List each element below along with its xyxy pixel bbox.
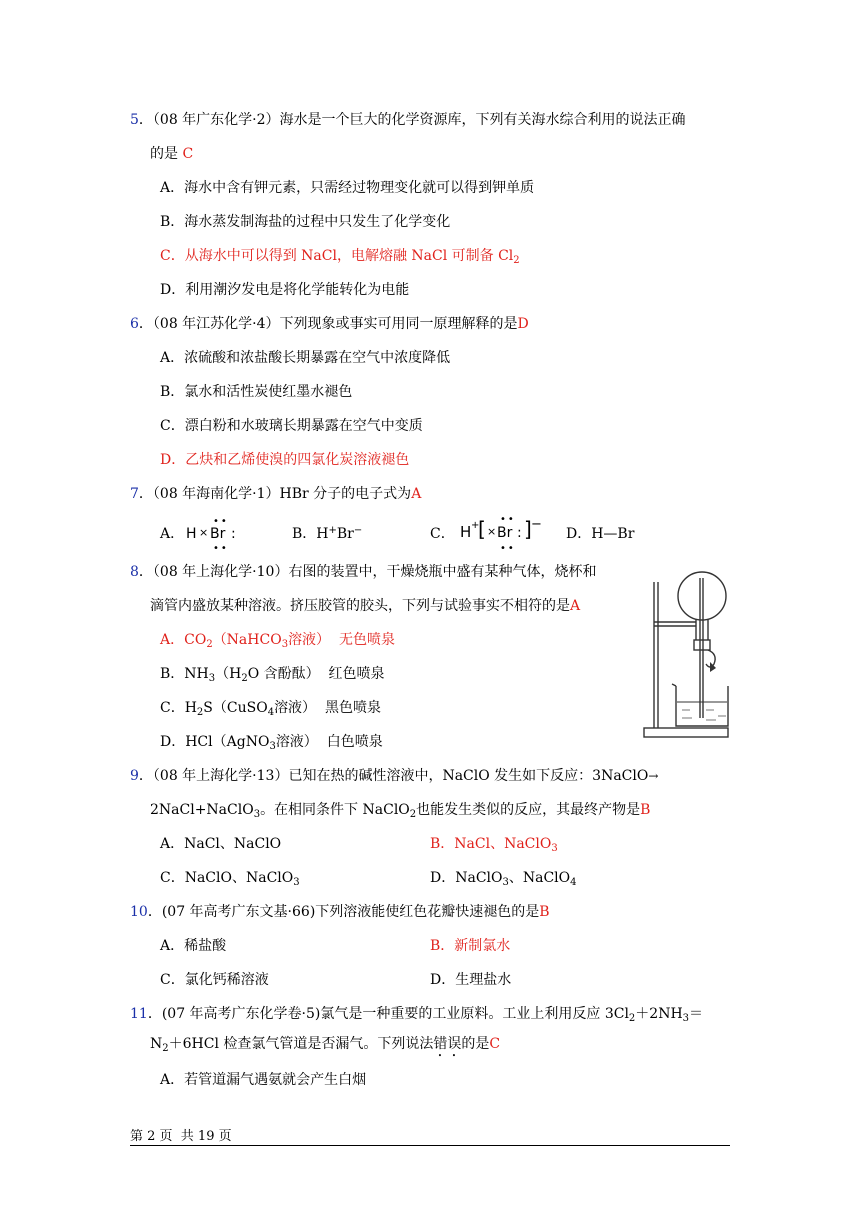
q5-stem-line1	[130, 110, 686, 130]
option-text: 溶液） 白色喷泉	[275, 734, 383, 750]
option-text: C．H	[160, 700, 197, 716]
q7-option-a-label: A．	[160, 526, 185, 542]
subscript: 3	[682, 1013, 690, 1024]
question-stem: ．（08 年海南化学·1）HBr 分子的电子式为	[138, 486, 412, 502]
question-stem: ＋6HCl 检查氯气管道是否漏气。下列说法	[168, 1036, 434, 1052]
q5-option-b	[160, 212, 450, 232]
question-stem: ．（08 年广东化学·2）海水是一个巨大的化学资源库，下列有关海水综合利用的说法正确	[138, 112, 686, 128]
q9-option-a	[160, 834, 281, 854]
answer-label: A	[411, 486, 422, 502]
option-text: D．利用潮汐发电是将化学能转化为电能	[160, 282, 410, 298]
right-bracket: ]	[524, 517, 532, 541]
option-text: A．浓硫酸和浓盐酸长期暴露在空气中浓度降低	[160, 350, 451, 366]
superscript: +	[328, 525, 337, 536]
superscript: −	[353, 525, 363, 536]
option-text: B．海水蒸发制海盐的过程中只发生了化学变化	[160, 214, 451, 230]
stopper	[694, 640, 710, 650]
question-stem: 的是	[461, 1036, 490, 1052]
q10-option-a	[160, 936, 226, 956]
answer-label: C	[182, 146, 194, 162]
question-number: 5	[130, 112, 139, 128]
q10-option-c	[160, 970, 269, 990]
question-number: 9	[130, 768, 139, 784]
electron-pair-right: :	[517, 525, 522, 541]
subscript: 4	[570, 877, 577, 888]
question-stem: 滴管内盛放某种溶液。挤压胶管的胶头，下列与试验事实不相符的是	[150, 598, 570, 614]
q10-option-b	[430, 936, 510, 956]
q8-option-b	[160, 664, 385, 684]
option-text: A．若管道漏气遇氨就会产生白烟	[160, 1072, 367, 1088]
subscript: 2	[628, 1013, 636, 1024]
option-text: （H	[215, 666, 242, 682]
question-stem: ＝	[689, 1006, 704, 1022]
q9-stem-line1	[130, 766, 658, 786]
charge-plus: +	[471, 520, 480, 531]
hydrogen-symbol: H	[460, 523, 472, 541]
option-text: A．海水中含有钾元素，只需经过物理变化就可以得到钾单质	[160, 180, 535, 196]
liquid-hatching	[682, 710, 726, 720]
q5-option-d	[160, 280, 409, 300]
option-text: C．NaClO、NaClO	[160, 870, 294, 886]
q10-stem	[130, 902, 550, 922]
option-text: C．氯化钙稀溶液	[160, 972, 269, 988]
question-stem: 。在相同条件下 NaClO	[260, 802, 410, 818]
option-text: D．生理盐水	[430, 972, 512, 988]
dropper-tip	[710, 662, 716, 672]
question-number: 6	[130, 316, 139, 332]
answer-label: B	[640, 802, 651, 818]
left-bracket: [	[478, 517, 486, 541]
page-footer: 第 2 页 共 19 页	[130, 1129, 232, 1144]
q6-option-d	[160, 450, 409, 470]
option-text: D．NaClO	[430, 870, 503, 886]
electron-pair-right: :	[231, 526, 236, 542]
option-text: B．H	[292, 526, 329, 542]
option-text: 、NaClO	[508, 870, 571, 886]
q7-stem	[130, 484, 421, 504]
question-stem: 2NaCl+NaClO	[150, 802, 254, 818]
q9-option-d	[430, 868, 577, 888]
option-text: B．新制氯水	[430, 938, 511, 954]
option-text: O 含酚酞） 红色喷泉	[247, 666, 385, 682]
question-number: 8	[130, 564, 139, 580]
bromine-symbol: Br	[497, 525, 513, 541]
option-text: A．NaCl、NaClO	[160, 836, 282, 852]
electron-cross: ×	[487, 525, 497, 538]
q7-option-d	[566, 524, 634, 544]
subscript: 2	[513, 255, 520, 266]
electron-pair-top: ••	[213, 516, 229, 527]
q6-option-c	[160, 416, 423, 436]
subscript: 3	[281, 639, 289, 650]
answer-label: C	[489, 1036, 501, 1052]
option-text: D．乙炔和乙烯使溴的四氯化炭溶液褪色	[160, 452, 410, 468]
round-bottom-flask	[678, 572, 726, 620]
option-text: Br	[336, 526, 354, 542]
electron-pair-bottom: ••	[213, 543, 229, 554]
answer-label: B	[539, 904, 550, 920]
q8-stem-line2	[150, 596, 580, 616]
beaker	[676, 686, 728, 726]
q8-stem-line1	[130, 562, 596, 582]
electron-pair-bottom: ••	[500, 543, 516, 554]
footer-rule	[130, 1145, 730, 1146]
subscript: 3	[293, 877, 300, 888]
q6-option-b	[160, 382, 352, 402]
q8-option-c	[160, 698, 381, 718]
option-text: A．稀盐酸	[160, 938, 227, 954]
q7-option-b	[292, 524, 362, 544]
fountain-apparatus-figure	[640, 568, 734, 744]
option-text: D．HCl（AgNO	[160, 734, 270, 750]
question-number: 10	[130, 904, 148, 920]
subscript: 3	[551, 843, 558, 854]
q9-stem-line2	[150, 800, 650, 820]
q6-stem	[130, 314, 529, 334]
option-text: S（CuSO	[203, 700, 268, 716]
q7-option-a-electron-formula	[186, 518, 246, 552]
question-stem: 的是	[150, 146, 178, 162]
q11-stem-line2	[150, 1034, 500, 1060]
charge-minus: −	[531, 517, 542, 532]
option-text: C．从海水中可以得到 NaCl，电解熔融 NaCl 可制备 Cl	[160, 248, 514, 264]
reaction-arrow: →	[648, 769, 659, 783]
question-stem: ＋2NH	[635, 1006, 683, 1022]
answer-label: A	[570, 598, 581, 614]
subscript: 2	[206, 639, 213, 650]
question-stem: ．（08 年江苏化学·4）下列现象或事实可用同一原理解释的是	[138, 316, 518, 332]
electron-cross: ×	[199, 526, 209, 539]
answer-label: D	[517, 316, 529, 332]
question-stem: ．(07 年高考广东文基·66)下列溶液能使红色花瓣快速褪色的是	[147, 904, 540, 920]
option-text: A．CO	[160, 632, 207, 648]
q8-option-d	[160, 732, 383, 752]
subscript: 2	[196, 707, 204, 718]
subscript: 4	[267, 707, 275, 718]
electron-pair-top: ••	[500, 514, 516, 525]
option-text: （NaHCO	[212, 632, 282, 648]
subscript: 2	[162, 1043, 169, 1054]
q5-option-c	[160, 246, 520, 266]
option-text: 溶液） 无色喷泉	[288, 632, 395, 648]
subscript: 3	[208, 673, 216, 684]
subscript: 3	[269, 741, 276, 752]
option-text: B．NaCl、NaClO	[430, 836, 552, 852]
emphasized-word: 错误	[433, 1036, 462, 1052]
question-stem: 也能发生类似的反应，其最终产物是	[416, 802, 641, 818]
q9-option-c	[160, 868, 300, 888]
q6-option-a	[160, 348, 450, 368]
q5-option-a	[160, 178, 534, 198]
q9-option-b	[430, 834, 558, 854]
q11-option-a	[160, 1070, 366, 1090]
bromine-symbol: Br	[210, 526, 226, 542]
subscript: 3	[502, 877, 509, 888]
option-text: B．NH	[160, 666, 209, 682]
question-stem: N	[150, 1036, 163, 1052]
option-text: C．漂白粉和水玻璃长期暴露在空气中变质	[160, 418, 423, 434]
question-stem: ．（08 年上海化学·13）已知在热的碱性溶液中，NaClO 发生如下反应：3NaClO	[138, 768, 649, 784]
subscript: 2	[409, 809, 417, 820]
option-text: B．氯水和活性炭使红墨水褪色	[160, 384, 353, 400]
subscript: 2	[241, 673, 248, 684]
question-stem: ．(07 年高考广东化学卷·5)氯气是一种重要的工业原料。工业上利用反应 3Cl	[147, 1006, 629, 1022]
q10-option-d	[430, 970, 511, 990]
option-text: D．H—Br	[566, 526, 635, 542]
stand-base	[644, 728, 728, 737]
subscript: 3	[253, 809, 261, 820]
q11-stem-line1	[130, 1004, 703, 1024]
q5-stem-line2	[150, 144, 193, 164]
q7-option-c-electron-formula	[460, 514, 548, 554]
q8-option-a	[160, 630, 395, 650]
question-number: 11	[130, 1006, 148, 1022]
question-number: 7	[130, 486, 139, 502]
option-text: 溶液） 黑色喷泉	[274, 700, 381, 716]
question-stem: ．（08 年上海化学·10）右图的装置中，干燥烧瓶中盛有某种气体，烧杯和	[138, 564, 597, 580]
q7-option-c-label: C．	[430, 526, 455, 542]
hydrogen-symbol: H	[186, 526, 197, 542]
